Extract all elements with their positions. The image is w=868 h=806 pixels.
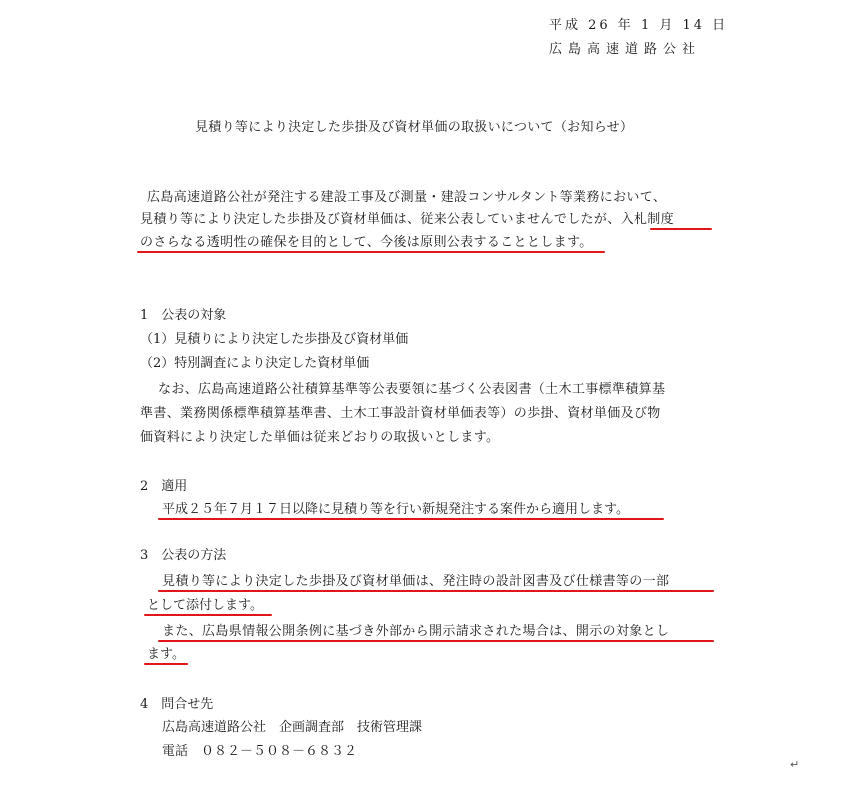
highlight-underline (137, 251, 605, 253)
issuer-organization: 広島高速道路公社 (549, 42, 702, 57)
issue-date: 平成 26 年 1 月 14 日 (549, 18, 729, 33)
section-3-line-4: ます。 (147, 647, 185, 662)
section-3-heading: 3 公表の方法 (140, 548, 227, 563)
section-3-line-1: 見積り等により決定した歩掛及び資材単価は、発注時の設計図書及び仕様書等の一部 (162, 574, 670, 589)
highlight-underline (158, 590, 714, 592)
intro-line-3: のさらなる透明性の確保を目的として、今後は原則公表することとします。 (140, 235, 593, 250)
intro-line-1: 広島高速道路公社が発注する建設工事及び測量・建設コンサルタント等業務において、 (147, 190, 667, 205)
return-mark: ↵ (790, 758, 800, 771)
section-1-item-1: （1）見積りにより決定した歩掛及び資材単価 (140, 332, 409, 347)
highlight-underline (144, 663, 188, 665)
highlight-underline (650, 228, 712, 230)
intro-line-2-highlight: 入札制度 (620, 212, 675, 227)
highlight-underline (144, 614, 272, 616)
section-1-heading: 1 公表の対象 (140, 308, 227, 323)
intro-line-2 (140, 212, 674, 228)
section-1-note-line-1: なお、広島高速道路公社積算基準等公表要領に基づく公表図書（土木工事標準積算基 (158, 382, 666, 397)
highlight-underline (158, 640, 714, 642)
section-1-note-line-3: 価資料により決定した単価は従来どおりの取扱いとします。 (140, 430, 500, 445)
intro-line-2-text: 見積り等により決定した歩掛及び資材単価は、従来公表していませんでしたが、 (140, 212, 621, 227)
section-1-item-2: （2）特別調査により決定した資材単価 (140, 356, 370, 371)
section-2-heading: 2 適用 (140, 479, 188, 494)
page-title: 見積り等により決定した歩掛及び資材単価の取扱いについて（お知らせ） (195, 120, 634, 135)
section-4-phone: 電話 ０８２－５０８－６８３２ (162, 744, 358, 759)
section-4-contact: 広島高速道路公社 企画調査部 技術管理課 (162, 720, 423, 735)
section-1-note-line-2: 準書、業務関係標準積算基準書、土木工事設計資材単価表等）の歩掛、資材単価及び物 (140, 406, 661, 421)
section-3-line-3: また、広島県情報公開条例に基づき外部から開示請求された場合は、開示の対象とし (162, 624, 670, 639)
section-3-line-2: として添付します。 (147, 598, 263, 613)
section-4-heading: 4 問合せ先 (140, 697, 214, 712)
section-2-text: 平成２５年７月１７日以降に見積り等を行い新規発注する案件から適用します。 (162, 502, 629, 517)
highlight-underline (158, 518, 664, 520)
